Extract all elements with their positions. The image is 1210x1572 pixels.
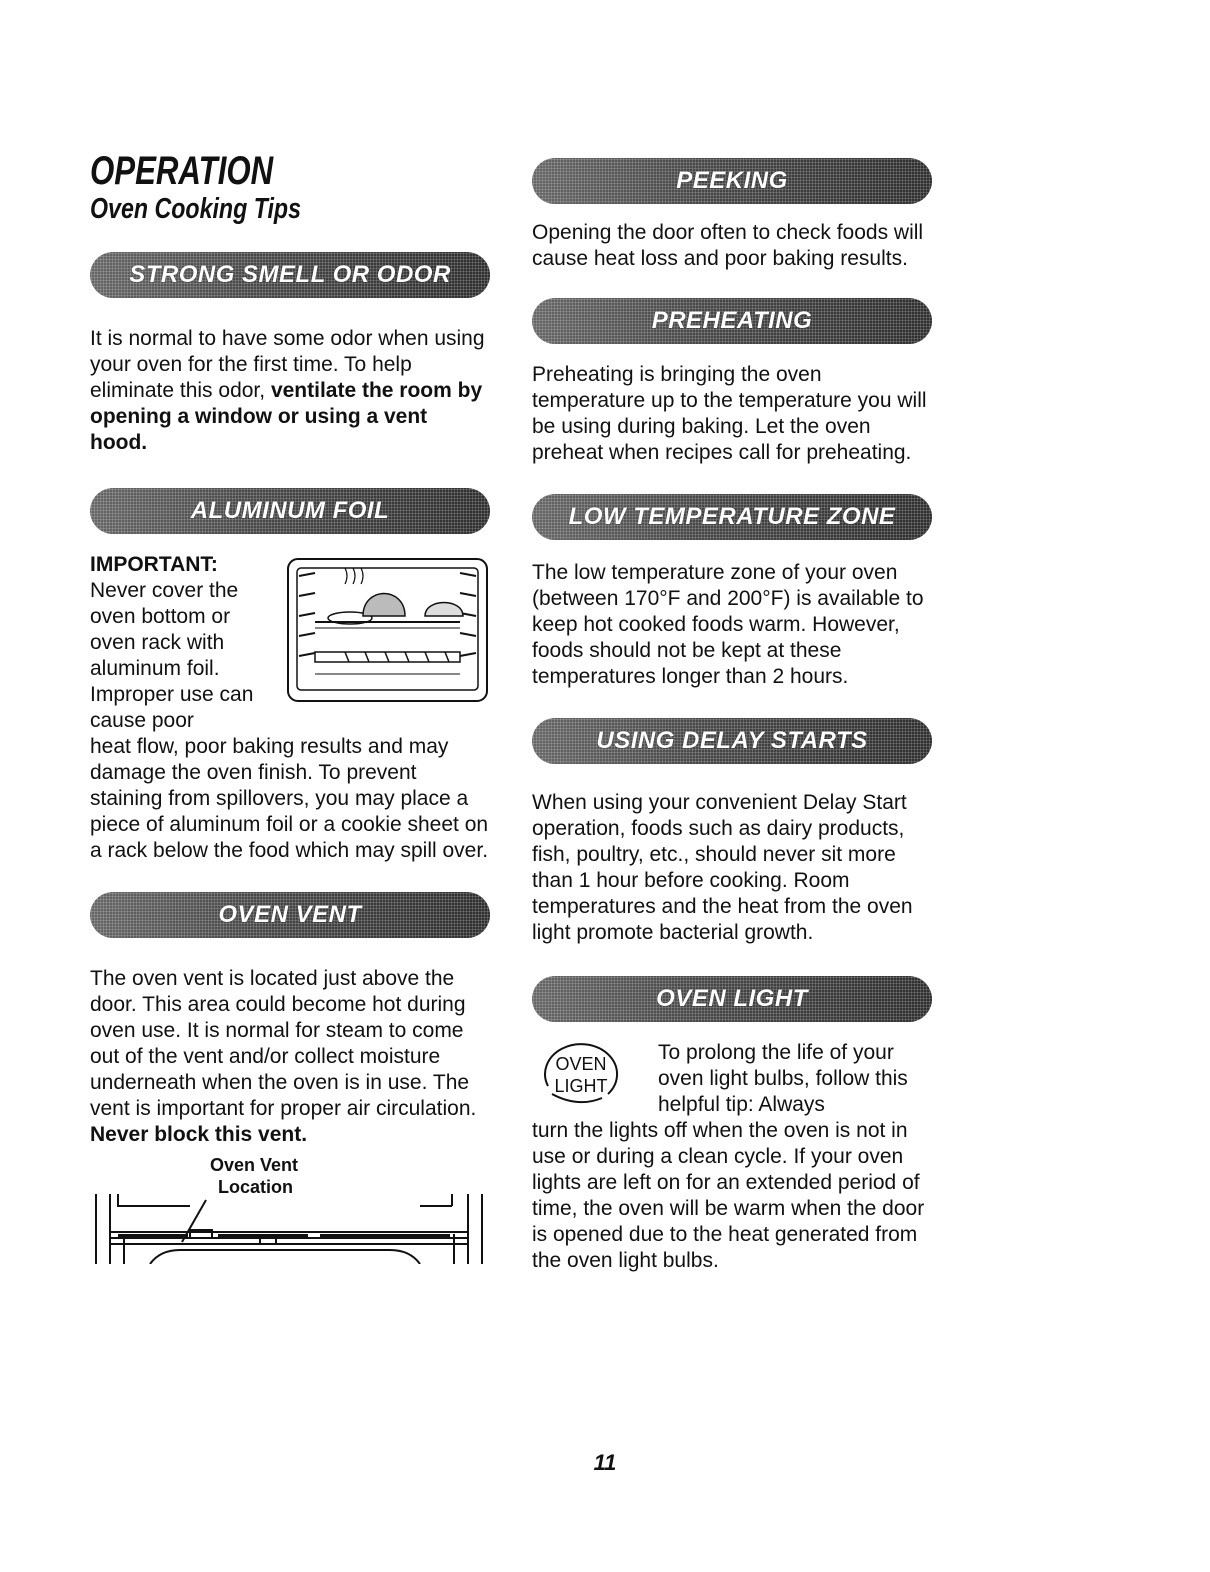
section-peeking [532, 158, 932, 272]
vent-text-bold: Never block this vent. [90, 1123, 308, 1146]
foil-text-narrow: Never cover the oven bottom or oven rack with aluminum foil. Improper use can cause poor [90, 579, 254, 732]
vent-label-line1: Oven Vent [210, 1155, 299, 1175]
heading-banner-vent [90, 892, 490, 938]
preheating-text: Preheating is bringing the oven temperature up to the temperature you will be using during baking. Let the oven preheat when recipes call for preheating. [532, 363, 927, 464]
foil-text-wide: heat flow, poor baking results and may damage the oven finish. To prevent staining from spillovers, you may place a piece of aluminum foil or a cookie sheet on a rack below the food which may spill over. [90, 735, 489, 862]
heading-vent: OVEN VENT [218, 901, 362, 928]
heading-banner-light [532, 976, 932, 1022]
heading-delay: USING DELAY STARTS [596, 727, 868, 754]
section-foil [90, 488, 490, 864]
heading-preheating: PREHEATING [651, 307, 813, 334]
heading-odor: STRONG SMELL OR ODOR [129, 261, 451, 288]
heading-banner-preheating [532, 298, 932, 344]
page-subtitle: Oven Cooking Tips [90, 193, 301, 225]
light-text-wide: turn the lights off when the oven is not in use or during a clean cycle. If your oven lights are left on for an extended period of time, the oven will be warm when the door is opened due to the heat generated from the oven light bulbs. [532, 1119, 925, 1272]
section-vent [90, 892, 490, 1264]
heading-banner-foil [90, 488, 490, 534]
foil-content [90, 552, 490, 864]
oven-light-badge-icon [538, 1042, 624, 1108]
light-text-narrow: To prolong the life of your oven light bulbs, follow this helpful tip: Always [658, 1041, 908, 1116]
section-odor [90, 252, 490, 456]
heading-banner-peeking [532, 158, 932, 204]
badge-line2: LIGHT [554, 1076, 608, 1096]
odor-text-body: It is normal to have some odor when using your oven for the first time. To help eliminate this odor, [90, 327, 485, 402]
badge-line1: OVEN [555, 1054, 607, 1074]
lowtemp-text: The low temperature zone of your oven (between 170°F and 200°F) is available to keep hot cooked foods warm. However, foods should not be kept at these temperatures longer than 2 hours. [532, 561, 924, 688]
delay-text: When using your convenient Delay Start operation, foods such as dairy products, fish, poultry, etc., should never sit more than 1 hour before cooking. Room temperatures and the heat from the oven light promote bacterial growth. [532, 791, 913, 944]
section-preheating [532, 298, 932, 466]
page-number: 11 [593, 1450, 617, 1475]
heading-light: OVEN LIGHT [656, 985, 808, 1012]
peeking-text: Opening the door often to check foods will cause heat loss and poor baking results. [532, 221, 924, 270]
heading-banner-delay [532, 718, 932, 764]
heading-foil: ALUMINUM FOIL [190, 497, 390, 524]
vent-illustration [90, 1154, 490, 1264]
oven-interior-illustration [285, 556, 490, 704]
vent-label-line2: Location [218, 1177, 293, 1197]
vent-text-body: The oven vent is located just above the door. This area could become hot during oven use. It is normal for steam to come out of the vent and/or collect moisture underneath when the oven is in use. The vent is important for proper air circulation. [90, 967, 477, 1120]
heading-banner-odor [90, 252, 490, 298]
heading-lowtemp: LOW TEMPERATURE ZONE [568, 503, 896, 530]
right-column [532, 158, 932, 1304]
page-title: OPERATION [90, 149, 274, 193]
foil-important: IMPORTANT: [90, 553, 218, 576]
heading-peeking: PEEKING [676, 167, 788, 194]
section-delay [532, 718, 932, 946]
light-content [532, 1040, 932, 1274]
section-lowtemp [532, 494, 932, 690]
heading-banner-lowtemp [532, 494, 932, 540]
section-light [532, 976, 932, 1274]
oven-vent-diagram [90, 1154, 490, 1264]
odor-text-bold: ventilate the room by opening a window or using a vent hood. [90, 379, 483, 454]
left-column [90, 150, 490, 1294]
vent-text [90, 966, 490, 1148]
odor-text [90, 326, 490, 456]
